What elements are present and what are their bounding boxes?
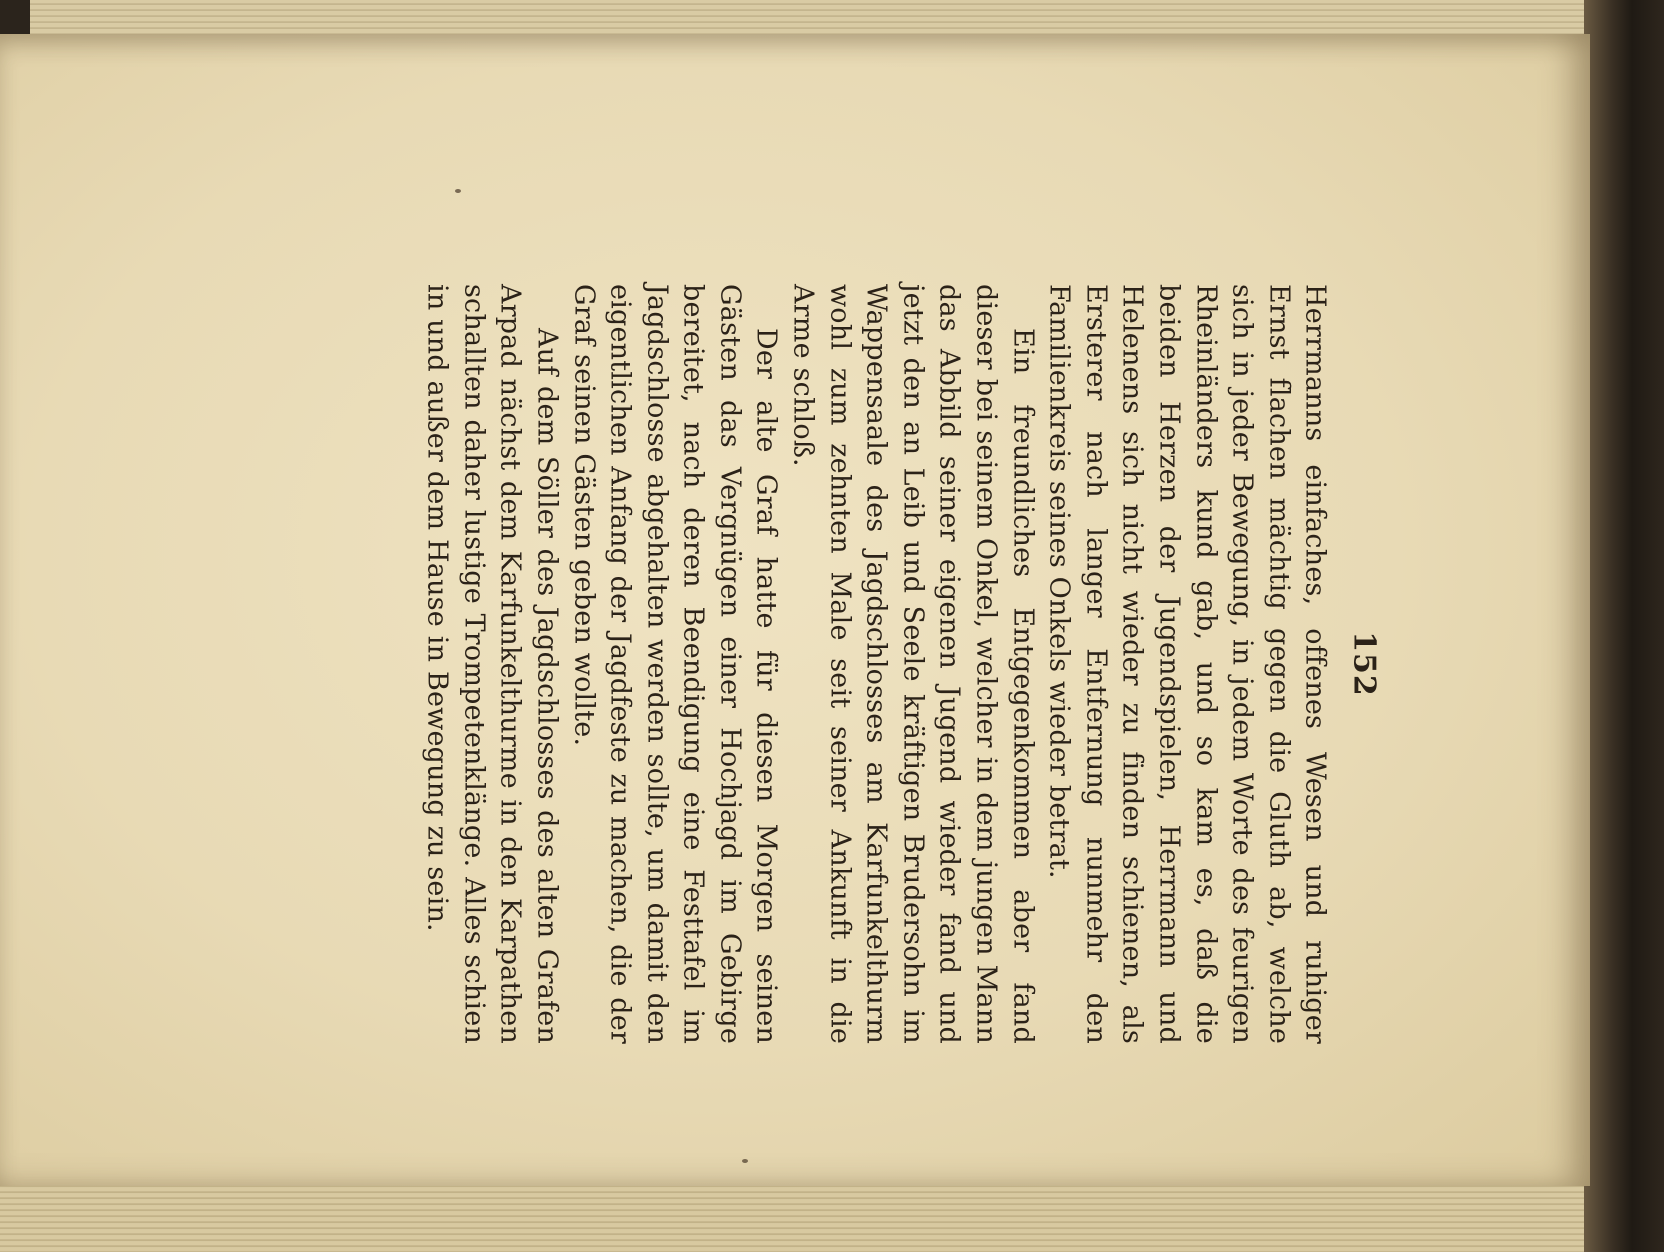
page-number: 152 [1346,631,1382,697]
book-spine [1584,0,1664,1252]
rotated-page-text [418,284,1381,1044]
paragraph-1: Herrmanns einfaches, offenes Wesen und ruhiger Ernst flachen mächtig gegen die Gluth ab, welche sich in jeder Bewegung, in jedem Worte des feurigen Rheinländers kund gab, und so kam es, daß die beiden Herzen der Jugendspielen, Herrmann und Helenens sich nicht wieder zu finden schienen, als Ersterer nach langer Entfernung nunmehr den Familienkreis seines Onkels wieder betrat. [1043,284,1332,1044]
paragraph-2: Ein freundliches Entgegenkommen aber fand dieser bei seinem Onkel, welcher in dem jungen Mann das Abbild seiner eigenen Jugend wieder fand und jetzt den an Leib und Seele kräftigen Brudersohn im Wappensaale des Jagdschlosses am Karfunkelthurm wohl zum zehnten Male seit seiner Ankunft in die Arme schloß. [787,284,1039,1044]
book-page [0,34,1590,1186]
text-block [310,264,1490,1064]
paragraph-3: Der alte Graf hatte für diesen Morgen seinen Gästen das Vergnügen einer Hochjagd im Gebirge bereitet, nach deren Beendigung eine Festtafel im Jagdschlosse abgehalten werden sollte, um damit den eigentlichen Anfang der Jagdfeste zu machen, die der Graf seinen Gästen geben wollte. [568,284,783,1044]
ink-speck [742,1159,748,1163]
ink-speck [455,189,461,193]
paragraph-4: Auf dem Söller des Jagdschlosses des alten Grafen Arpad nächst dem Karfunkelthurme in den Karpathen schallten daher lustige Trompetenklänge. Alles schien in und außer dem Hause in Bewegung zu sein. [421,284,563,1044]
page-stack-bottom [0,1180,1600,1252]
